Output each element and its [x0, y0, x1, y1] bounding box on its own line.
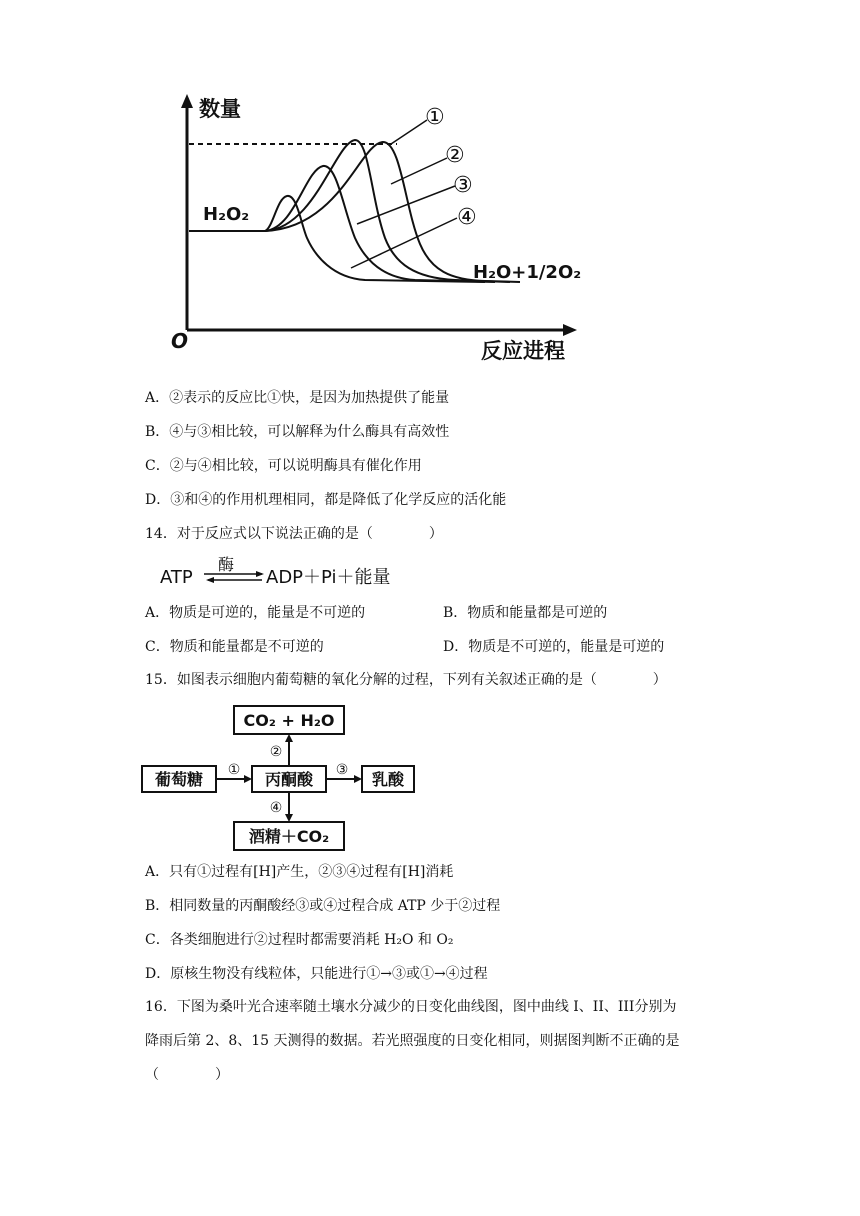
curve-4	[265, 196, 485, 282]
equation-left: ATP	[160, 567, 193, 588]
step-4-label: ④	[269, 800, 283, 816]
pyruvate-box: 丙酮酸	[264, 770, 314, 789]
q13-option-b: B．④与③相比较，可以解释为什么酶具有高效性	[145, 424, 450, 440]
step-2-label: ②	[269, 744, 283, 760]
lactate-box: 乳酸	[371, 770, 405, 789]
co2-h2o-box: CO₂ + H₂O	[243, 711, 335, 730]
step-3-label: ③	[335, 762, 349, 778]
product-label: H₂O+1/2O₂	[473, 262, 582, 283]
curve-label-3: ③	[453, 173, 473, 198]
glucose-metabolism-diagram	[140, 702, 420, 852]
q15-option-c: C．各类细胞进行②过程时都需要消耗 H₂O 和 O₂	[145, 932, 454, 948]
curve-label-1: ①	[425, 105, 445, 130]
q13-option-c: C．②与④相比较，可以说明酶具有催化作用	[145, 458, 422, 474]
glucose-box: 葡萄糖	[154, 770, 204, 789]
curve-label-2: ②	[445, 143, 465, 168]
origin-label: O	[171, 329, 189, 353]
curve-1	[265, 142, 520, 282]
x-axis-label: 反应进程	[481, 339, 565, 363]
q15-option-a: A．只有①过程有[H]产生，②③④过程有[H]消耗	[145, 864, 454, 880]
q16-stem-line-1: 16．下图为桑叶光合速率随土壤水分减少的日变化曲线图，图中曲线 I、II、III分别为	[145, 999, 677, 1015]
enzyme-reaction-figure	[165, 88, 595, 368]
q14-option-a: A．物质是可逆的，能量是不可逆的	[145, 605, 366, 621]
q14-option-d: D．物质是不可逆的，能量是可逆的	[443, 639, 665, 655]
atp-equation-figure	[158, 556, 418, 592]
q15-option-b: B．相同数量的丙酮酸经③或④过程合成 ATP 少于②过程	[145, 898, 501, 914]
q16-stem-line-3: （ ）	[145, 1067, 229, 1083]
q16-stem-line-2: 降雨后第 2、8、15 天测得的数据。若光照强度的日变化相同，则据图判断不正确的是	[145, 1033, 680, 1049]
q13-option-a: A．②表示的反应比①快，是因为加热提供了能量	[145, 390, 450, 406]
step-1-label: ①	[227, 762, 241, 778]
q14-option-b: B．物质和能量都是可逆的	[443, 605, 608, 621]
alcohol-box: 酒精＋CO₂	[248, 827, 330, 846]
equation-right: ADP＋Pi＋能量	[266, 567, 391, 588]
q13-option-d: D．③和④的作用机理相同，都是降低了化学反应的活化能	[145, 492, 507, 508]
curve-label-4: ④	[457, 205, 477, 230]
equation-enzyme: 酶	[218, 556, 235, 574]
q15-stem: 15．如图表示细胞内葡萄糖的氧化分解的过程，下列有关叙述正确的是（ ）	[145, 672, 667, 688]
reactant-label: H₂O₂	[203, 204, 250, 225]
q14-stem: 14．对于反应式以下说法正确的是（ ）	[145, 526, 443, 542]
y-axis-label: 数量	[199, 97, 241, 121]
q15-option-d: D．原核生物没有线粒体，只能进行①→③或①→④过程	[145, 966, 488, 982]
q14-option-c: C．物质和能量都是不可逆的	[145, 639, 324, 655]
